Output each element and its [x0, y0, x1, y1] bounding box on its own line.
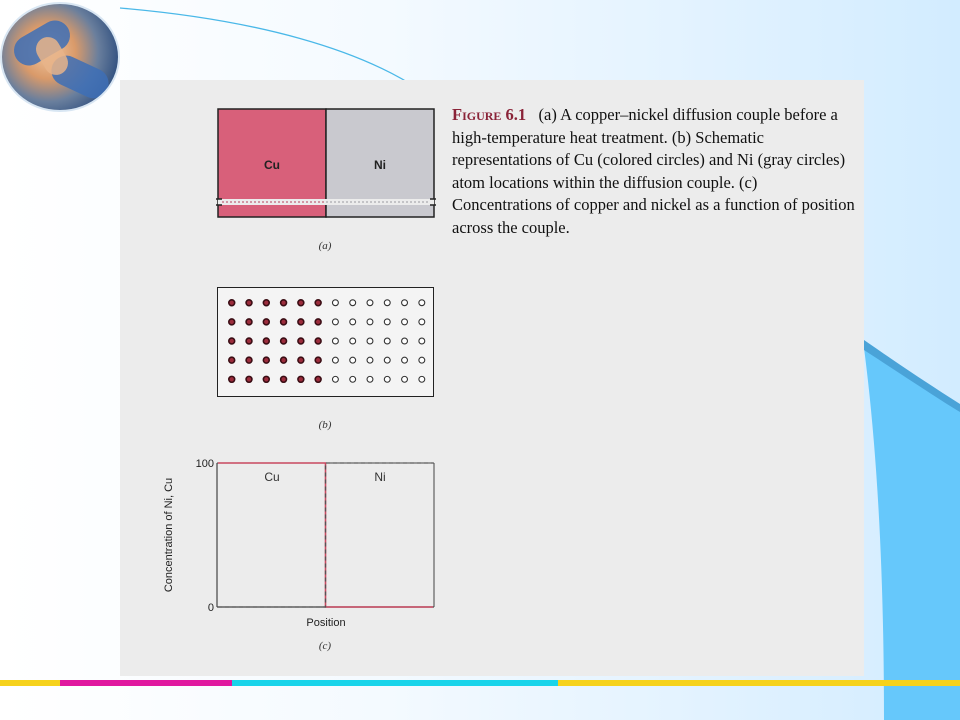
region-label-ni: Ni	[374, 470, 386, 484]
chart-ylabel: Concentration of Ni, Cu	[163, 477, 175, 593]
cu-atom	[229, 376, 235, 382]
ni-atom	[367, 376, 373, 382]
ni-atom	[384, 357, 390, 363]
ni-atom	[367, 300, 373, 306]
ni-atom	[350, 357, 356, 363]
panel-c-label: (c)	[318, 640, 332, 652]
ni-atom	[402, 300, 408, 306]
cu-atom	[246, 376, 252, 382]
region-label-cu: Cu	[264, 470, 280, 484]
cu-atom	[246, 319, 252, 325]
ni-atom	[402, 357, 408, 363]
ni-atom	[419, 376, 425, 382]
caption-text: (a) A copper–nickel diffusion couple before a high-temperature heat treatment. (b) Schematic representations of Cu (colored circles) and Ni (gray circles) atom locations within the diffusion couple. (c) Concentrations of copper and nickel as a function of position across the couple.	[452, 105, 855, 237]
cu-atom	[229, 357, 235, 363]
cu-atom	[229, 319, 235, 325]
ni-atom	[332, 357, 338, 363]
accent-bar-yellow-right	[558, 680, 960, 686]
panel-a-label: (a)	[318, 240, 332, 252]
cu-atom	[246, 338, 252, 344]
ni-atom	[350, 338, 356, 344]
cu-atom	[263, 338, 269, 344]
ni-atom	[384, 338, 390, 344]
ni-atom	[384, 300, 390, 306]
cu-block-label: Cu	[264, 158, 280, 172]
ni-atom	[402, 319, 408, 325]
caption-figure-label: Figure	[452, 105, 502, 124]
cu-atom	[263, 357, 269, 363]
ni-atom	[332, 300, 338, 306]
cu-atom	[281, 338, 287, 344]
ni-atom	[419, 300, 425, 306]
accent-bar-cyan	[232, 680, 558, 686]
cu-atom	[315, 338, 321, 344]
concentration-profile-chart	[150, 450, 450, 640]
ni-atom	[367, 338, 373, 344]
ni-atom	[402, 376, 408, 382]
cu-atom	[263, 376, 269, 382]
cu-atom	[298, 338, 304, 344]
cu-atom	[298, 319, 304, 325]
ni-atom	[350, 300, 356, 306]
cu-atom	[229, 338, 235, 344]
cu-atom	[281, 300, 287, 306]
ni-atom	[350, 319, 356, 325]
chart-xlabel: Position	[306, 617, 346, 629]
cu-atom	[298, 300, 304, 306]
diffusion-couple-diagram	[216, 107, 436, 221]
cu-atom	[281, 357, 287, 363]
cu-atom	[246, 357, 252, 363]
accent-bar-yellow	[0, 680, 60, 686]
ni-block-label: Ni	[374, 158, 386, 172]
ni-atom	[419, 338, 425, 344]
cu-atom	[315, 357, 321, 363]
cu-atom	[315, 376, 321, 382]
ni-atom	[384, 376, 390, 382]
caption-figure-number: 6.1	[505, 105, 527, 124]
cu-atom	[263, 319, 269, 325]
cu-atom	[263, 300, 269, 306]
ni-atom	[402, 338, 408, 344]
cu-atom	[315, 300, 321, 306]
figure-caption	[452, 104, 857, 239]
ni-atom	[367, 319, 373, 325]
institution-logo	[2, 4, 118, 110]
ni-atom	[332, 338, 338, 344]
ni-atom	[350, 376, 356, 382]
cu-atom	[246, 300, 252, 306]
ni-atom	[384, 319, 390, 325]
accent-bar-magenta	[60, 680, 232, 686]
atom-lattice-diagram	[217, 287, 434, 397]
cu-atom	[298, 357, 304, 363]
y-tick-100: 100	[195, 458, 214, 470]
cu-atom	[298, 376, 304, 382]
cu-atom	[315, 319, 321, 325]
ni-atom	[419, 357, 425, 363]
cu-atom	[281, 319, 287, 325]
ni-atom	[332, 376, 338, 382]
ni-atom	[367, 357, 373, 363]
cu-atom	[281, 376, 287, 382]
panel-b-label: (b)	[318, 419, 332, 431]
y-tick-0: 0	[207, 602, 214, 614]
ni-atom	[419, 319, 425, 325]
cu-atom	[229, 300, 235, 306]
ni-atom	[332, 319, 338, 325]
